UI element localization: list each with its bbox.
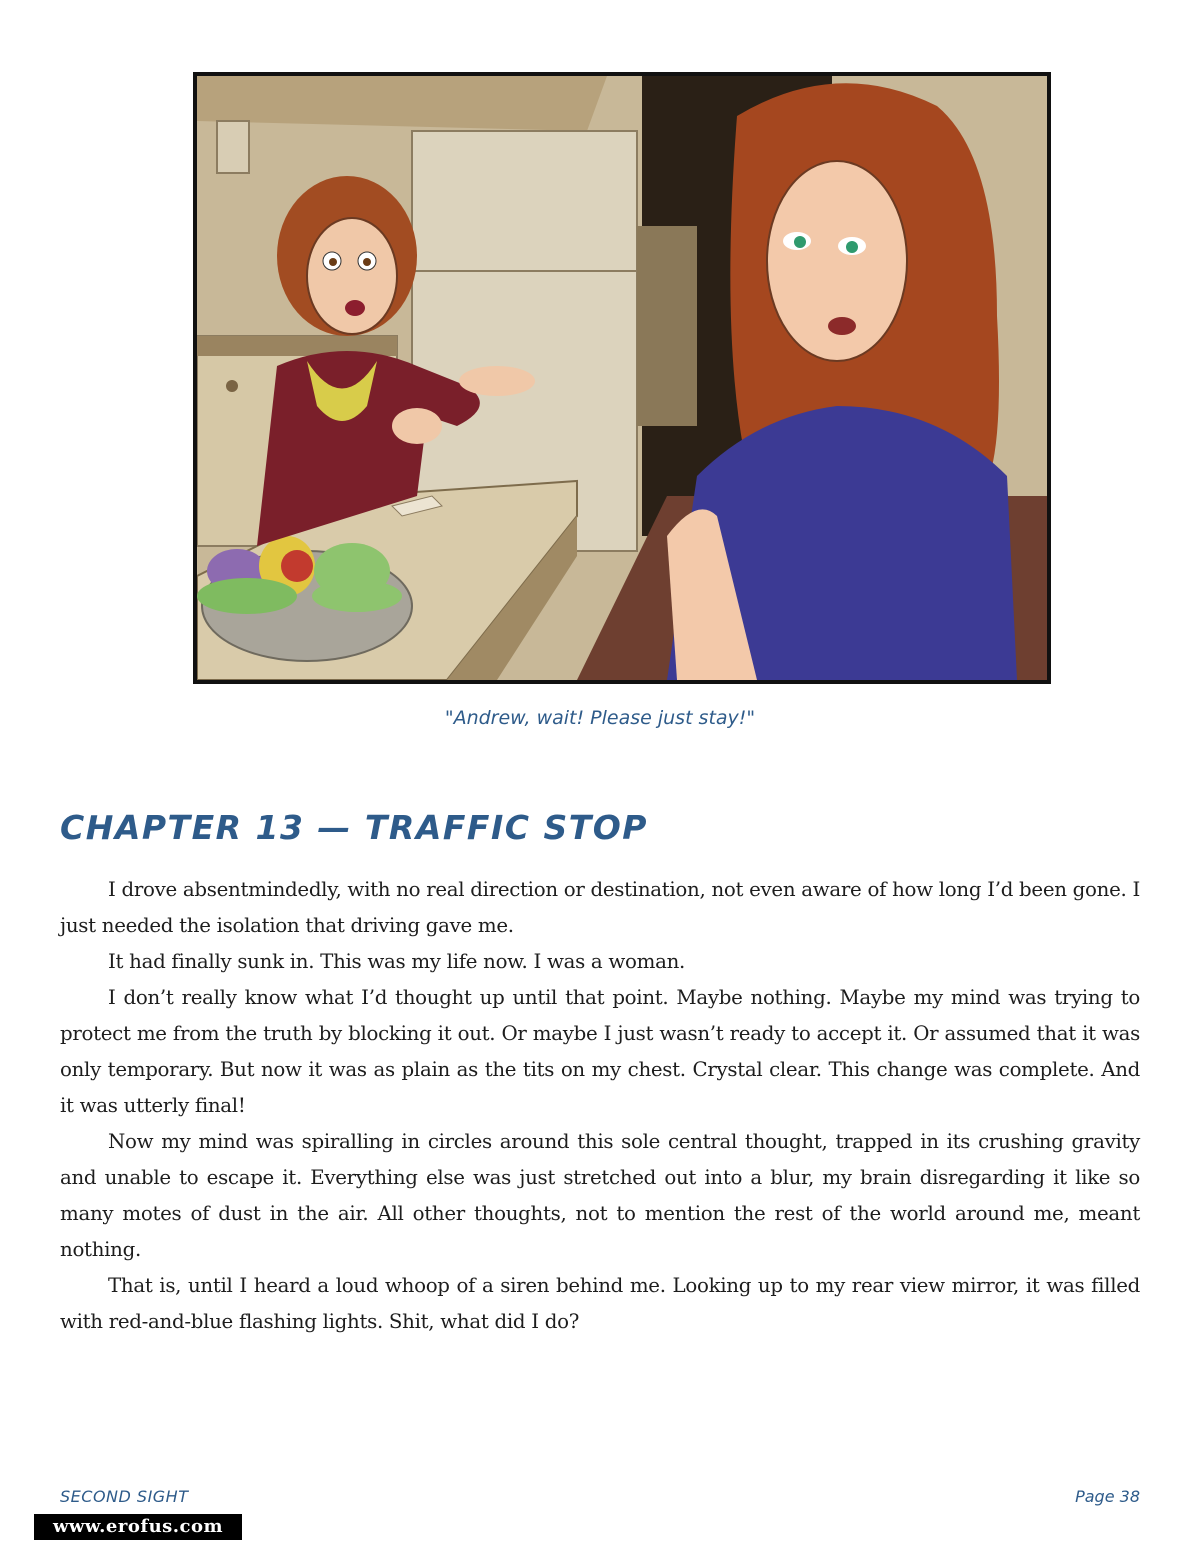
paragraph: That is, until I heard a loud whoop of a siren behind me. Looking up to my rear view mirror, it was filled with red-and-blue flashing lights. Shit, what did I do? xyxy=(60,1274,1140,1333)
paragraph: I don’t really know what I’d thought up until that point. Maybe nothing. Maybe my mind was trying to protect me from the truth by blocking it out. Or maybe I just wasn’t ready to accept it. Or assumed that it was only temporary. But now it was as plain as the tits on my chest. Crystal clear. This change was complete. And it was utterly final! xyxy=(60,986,1140,1117)
footer-book-title: SECOND SIGHT xyxy=(60,1487,189,1506)
story-text xyxy=(60,872,1140,1340)
light-switch xyxy=(217,121,249,173)
watermark-url: www.erofus.com xyxy=(34,1514,242,1540)
comic-panel xyxy=(193,72,1051,684)
chapter-title: CHAPTER 13 — TRAFFIC STOP xyxy=(60,808,648,847)
panel-caption: "Andrew, wait! Please just stay!" xyxy=(444,707,756,729)
paragraph: Now my mind was spiralling in circles around this sole central thought, trapped in its crushing gravity and unable to escape it. Everything else was just stretched out into a blur, my brain disregarding it like so many motes of dust in the air. All other thoughts, not to mention the rest of the world around me, meant nothing. xyxy=(60,1130,1140,1261)
footer-page-number: Page 38 xyxy=(1075,1487,1140,1506)
comic-panel-illustration xyxy=(197,76,1047,680)
paragraph: It had finally sunk in. This was my life now. I was a woman. xyxy=(108,950,686,973)
paragraph: I drove absentmindedly, with no real direction or destination, not even aware of how long I’d been gone. I just needed the isolation that driving gave me. xyxy=(60,878,1140,937)
